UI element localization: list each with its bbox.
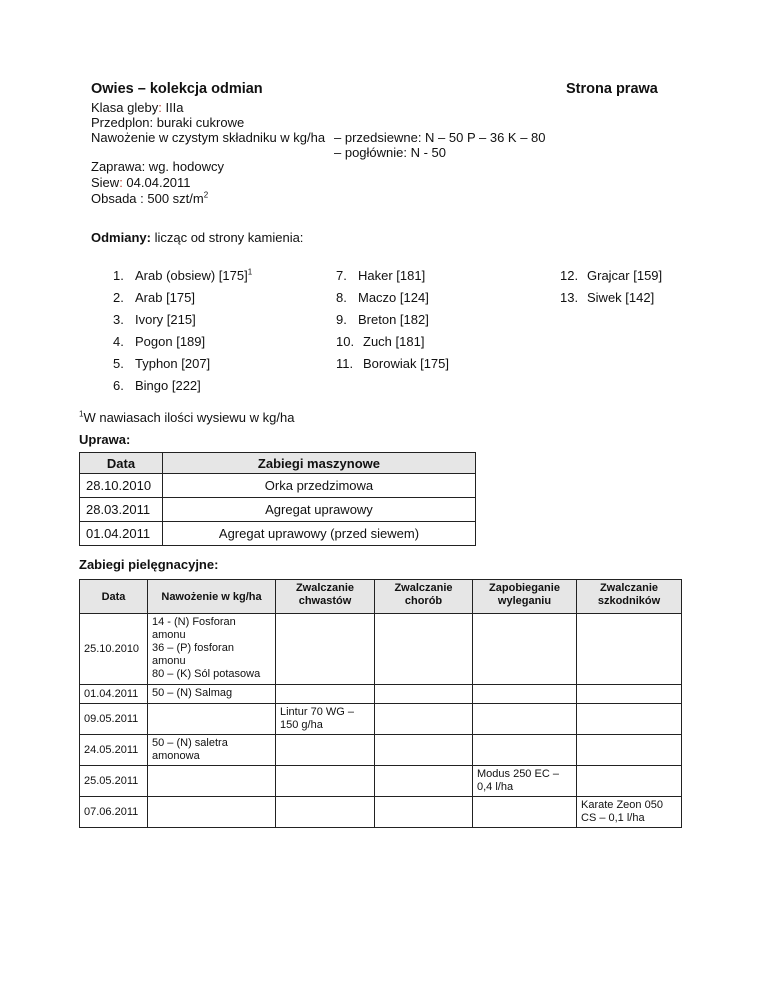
item-name: Ivory [215]	[135, 312, 196, 327]
item-name: Maczo [124]	[358, 290, 429, 305]
item-number: 5.	[113, 356, 124, 371]
item-number: 6.	[113, 378, 124, 393]
item-name: Arab (obsiew) [175]	[135, 268, 248, 283]
table-header-row	[80, 580, 682, 614]
table-cell-lodging	[473, 685, 577, 704]
item-name: Typhon [207]	[135, 356, 211, 371]
item-number: 1.	[113, 268, 124, 283]
table-row	[80, 614, 682, 685]
table-cell-weed	[276, 797, 375, 828]
care-treatments-table	[79, 579, 682, 828]
list-item	[113, 334, 205, 349]
sowing-date: 04.04.2011	[122, 175, 191, 190]
item-number: 10.	[336, 334, 355, 349]
table-cell-date: 28.03.2011	[80, 498, 163, 522]
tillage-table	[79, 452, 476, 546]
list-item	[336, 268, 425, 283]
sowing-label: Siew	[91, 175, 120, 190]
table-cell-date: 25.10.2010	[80, 614, 148, 685]
table-cell-weed	[276, 766, 375, 797]
item-footnote-mark: 1	[247, 267, 253, 277]
table-cell-lodging	[473, 797, 577, 828]
table-cell-pest	[577, 685, 682, 704]
footnote-mark: 1	[79, 409, 84, 419]
table-cell-lodging	[473, 704, 577, 735]
table-cell-fertilization	[148, 797, 276, 828]
item-name: Breton [182]	[358, 312, 429, 327]
fertilization-label: Nawożenie w czystym składniku w kg/ha	[91, 130, 326, 145]
table-cell-pest	[577, 735, 682, 766]
column-header-date: Data	[80, 580, 148, 614]
table-cell-weed	[276, 614, 375, 685]
previous-crop: Przedplon: buraki cukrowe	[91, 115, 245, 130]
item-name: Siwek [142]	[587, 290, 655, 305]
document-title: Owies – kolekcja odmian	[91, 81, 263, 97]
list-item	[336, 334, 424, 349]
item-number: 9.	[336, 312, 347, 327]
table-row	[80, 498, 476, 522]
table-cell-date: 09.05.2011	[80, 704, 148, 735]
item-number: 13.	[560, 290, 579, 305]
table-row	[80, 522, 476, 546]
table-cell-pest	[577, 614, 682, 685]
table-cell-disease	[375, 614, 473, 685]
item-number: 4.	[113, 334, 124, 349]
item-name: Borowiak [175]	[363, 356, 449, 371]
varieties-text: licząc od strony kamienia:	[150, 230, 304, 245]
item-name: Haker [181]	[358, 268, 426, 283]
table-cell-pest	[577, 704, 682, 735]
table-cell-fertilization: 14 - (N) Fosforan amonu 36 – (P) fosforan amonu 80 – (K) Sól potasowa	[148, 614, 276, 685]
table-cell-disease	[375, 735, 473, 766]
table-row	[80, 474, 476, 498]
table-cell-disease	[375, 685, 473, 704]
list-item	[113, 290, 195, 305]
footnote-text: W nawiasach ilości wysiewu w kg/ha	[83, 410, 295, 425]
table-cell-disease	[375, 766, 473, 797]
soil-class-line	[91, 100, 184, 116]
column-header-pest-control: Zwalczanie szkodników	[577, 580, 682, 614]
table-cell-pest	[577, 766, 682, 797]
table-row	[80, 735, 682, 766]
table-row	[80, 704, 682, 735]
seed-dressing: Zaprawa: wg. hodowcy	[91, 159, 224, 174]
table-cell-lodging	[473, 735, 577, 766]
column-header-disease-control: Zwalczanie chorób	[375, 580, 473, 614]
table-cell-date: 01.04.2011	[80, 522, 163, 546]
list-item	[336, 312, 429, 327]
tillage-heading: Uprawa:	[79, 432, 131, 447]
table-cell-lodging: Modus 250 EC – 0,4 l/ha	[473, 766, 577, 797]
list-item	[336, 356, 449, 371]
table-cell-fertilization	[148, 766, 276, 797]
table-header-row	[80, 453, 476, 474]
soil-class-value: : IIIa	[158, 100, 184, 115]
varieties-label: Odmiany:	[91, 230, 151, 245]
table-cell-fertilization: 50 – (N) saletra amonowa	[148, 735, 276, 766]
column-header-fertilization: Nawożenie w kg/ha	[148, 580, 276, 614]
item-number: 2.	[113, 290, 124, 305]
footnote	[79, 410, 294, 425]
page-side-label: Strona prawa	[566, 81, 658, 97]
table-row	[80, 685, 682, 704]
list-item	[113, 356, 210, 371]
item-number: 7.	[336, 268, 347, 283]
list-item	[113, 378, 201, 393]
column-header-date: Data	[80, 453, 163, 474]
list-item	[560, 268, 662, 283]
list-item	[113, 268, 252, 283]
table-row	[80, 766, 682, 797]
item-name: Pogon [189]	[135, 334, 206, 349]
column-header-weed-control: Zwalczanie chwastów	[276, 580, 375, 614]
item-number: 3.	[113, 312, 124, 327]
sowing-date-line	[91, 175, 191, 191]
table-cell-date: 28.10.2010	[80, 474, 163, 498]
table-cell-action: Orka przedzimowa	[162, 474, 475, 498]
table-cell-date: 25.05.2011	[80, 766, 148, 797]
fertilization-topdressing: – pogłównie: N - 50	[334, 145, 447, 160]
column-header-machine-operations: Zabiegi maszynowe	[162, 453, 475, 474]
table-cell-pest: Karate Zeon 050 CS – 0,1 l/ha	[577, 797, 682, 828]
plant-density	[91, 191, 208, 207]
table-cell-weed: Lintur 70 WG – 150 g/ha	[276, 704, 375, 735]
item-name: Bingo [222]	[135, 378, 201, 393]
column-header-lodging-prevention: Zapobieganie wyleganiu	[473, 580, 577, 614]
table-cell-fertilization	[148, 704, 276, 735]
table-cell-disease	[375, 797, 473, 828]
list-item	[113, 312, 196, 327]
table-cell-action: Agregat uprawowy	[162, 498, 475, 522]
fertilization-presowing: – przedsiewne: N – 50 P – 36 K – 80	[334, 130, 546, 145]
item-number: 11.	[336, 356, 354, 371]
item-name: Arab [175]	[135, 290, 195, 305]
care-treatments-heading: Zabiegi pielęgnacyjne:	[79, 557, 219, 572]
table-cell-disease	[375, 704, 473, 735]
table-cell-lodging	[473, 614, 577, 685]
soil-class-label: Klasa gleby	[91, 100, 159, 115]
varieties-heading	[91, 230, 303, 246]
item-name: Grajcar [159]	[587, 268, 663, 283]
plant-density-sup: 2	[203, 190, 209, 200]
table-cell-fertilization: 50 – (N) Salmag	[148, 685, 276, 704]
list-item	[336, 290, 429, 305]
table-row	[80, 797, 682, 828]
item-number: 8.	[336, 290, 347, 305]
table-cell-action: Agregat uprawowy (przed siewem)	[162, 522, 475, 546]
item-number: 12.	[560, 268, 579, 283]
table-cell-date: 24.05.2011	[80, 735, 148, 766]
table-cell-date: 07.06.2011	[80, 797, 148, 828]
table-cell-date: 01.04.2011	[80, 685, 148, 704]
table-cell-weed	[276, 685, 375, 704]
table-cell-weed	[276, 735, 375, 766]
plant-density-text: Obsada : 500 szt/m	[91, 191, 204, 206]
sowing-colon: :	[119, 175, 123, 190]
list-item	[560, 290, 654, 305]
item-name: Zuch [181]	[363, 334, 425, 349]
